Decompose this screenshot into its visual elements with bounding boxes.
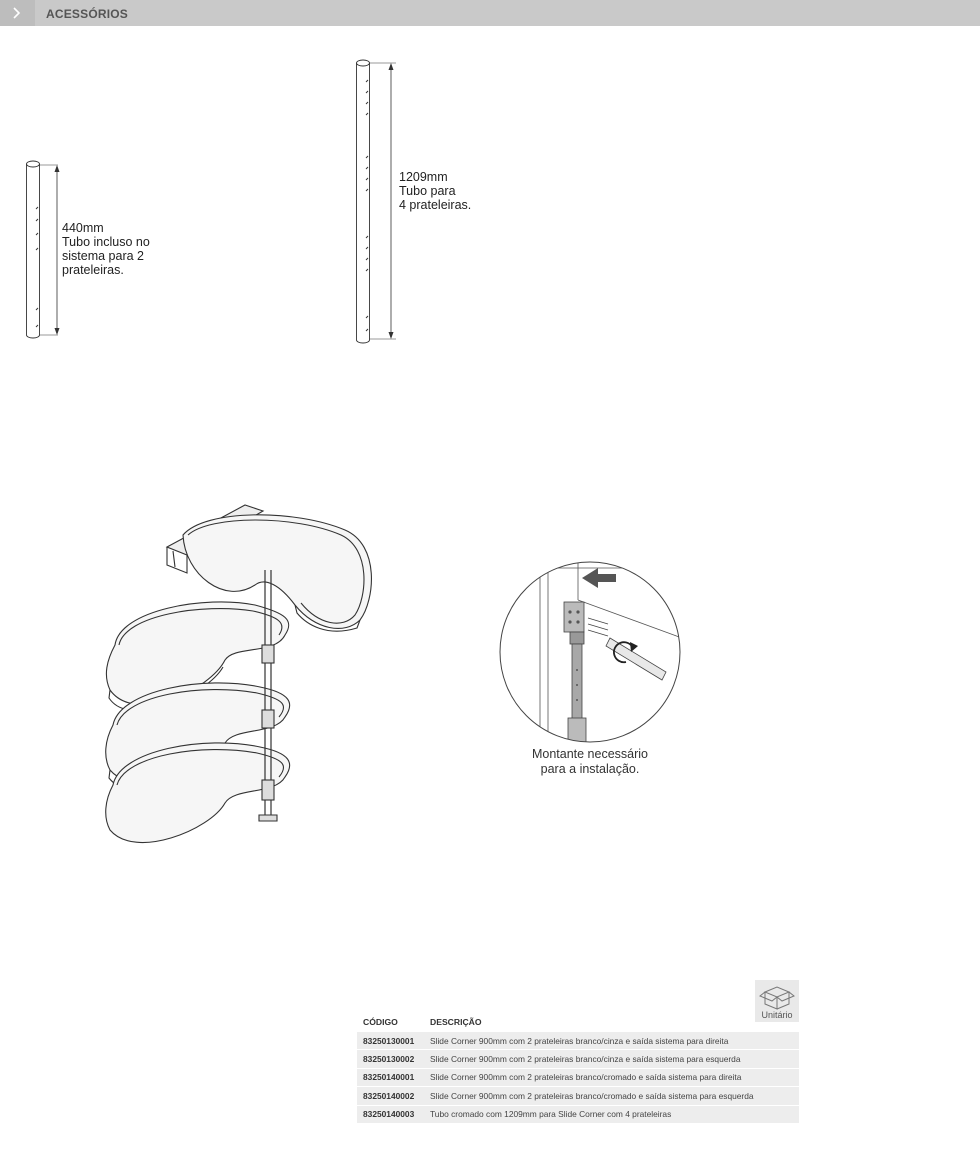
row-description: Slide Corner 900mm com 2 prateleiras branco/cinza e saída sistema para esquerda	[424, 1050, 799, 1069]
tube-short-length: 440mm	[62, 221, 104, 235]
column-header-description: DESCRIÇÃO	[424, 1012, 799, 1031]
row-code: 83250140003	[357, 1105, 424, 1124]
row-code: 83250130002	[357, 1050, 424, 1069]
header-chevron-box	[0, 0, 35, 26]
tube-short-label	[62, 221, 150, 277]
installation-detail-drawing	[498, 560, 682, 744]
tube-short-line-3: prateleiras.	[62, 263, 124, 277]
chevron-right-icon	[0, 0, 35, 26]
installation-caption-line-2: para a instalação.	[540, 762, 640, 776]
tube-short-line-1: Tubo incluso no	[62, 235, 150, 249]
row-code: 83250140002	[357, 1087, 424, 1106]
tube-short-line-2: sistema para 2	[62, 249, 144, 263]
table-row	[357, 1068, 799, 1087]
installation-caption-line-1: Montante necessário	[531, 747, 649, 761]
table-row	[357, 1050, 799, 1069]
table-row	[357, 1087, 799, 1106]
section-title: ACESSÓRIOS	[46, 7, 129, 21]
section-header	[0, 0, 980, 26]
tube-long-drawing	[350, 55, 400, 347]
tube-long-length: 1209mm	[399, 170, 448, 184]
row-description: Tubo cromado com 1209mm para Slide Corner com 4 prateleiras	[424, 1105, 799, 1124]
row-description: Slide Corner 900mm com 2 prateleiras branco/cromado e saída sistema para esquerda	[424, 1087, 799, 1106]
product-table	[357, 1012, 799, 1124]
table-row	[357, 1105, 799, 1124]
column-header-code: CÓDIGO	[357, 1012, 424, 1031]
box-icon	[755, 982, 799, 1012]
installation-caption	[520, 747, 660, 777]
slide-corner-drawing	[95, 495, 395, 855]
table-row	[357, 1031, 799, 1050]
row-code: 83250130001	[357, 1031, 424, 1050]
table-header-row	[357, 1012, 799, 1031]
row-code: 83250140001	[357, 1068, 424, 1087]
unit-label: Unitário	[761, 1010, 793, 1020]
tube-long-label	[399, 170, 471, 212]
row-description: Slide Corner 900mm com 2 prateleiras branco/cromado e saída sistema para direita	[424, 1068, 799, 1087]
tube-long-line-1: Tubo para	[399, 184, 456, 198]
tube-long-line-2: 4 prateleiras.	[399, 198, 472, 212]
row-description: Slide Corner 900mm com 2 prateleiras branco/cinza e saída sistema para direita	[424, 1031, 799, 1050]
